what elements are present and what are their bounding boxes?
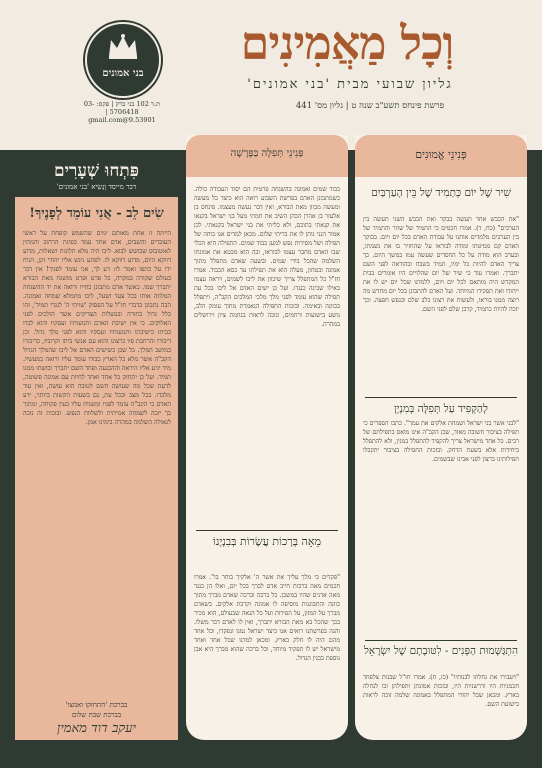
logo-name: בני אמונים [102,68,144,79]
left-signoff [25,700,168,720]
right-section-1-body: "את הכבש אחד תעשה בבקר ואת הכבש השני תעשה בין הערבים" (כח, ד). אמרו חכמים כי התמיד של שחר והתמיד של בין הערבים מלמדים אותנו על עבודת האדם בכל יום ויום. בבוקר האדם קם ממיטתו ומודה לבוראו על שהחזיר בו את נשמתו, ובערב הוא מודה על כל החסדים שעשה עמו במשך היום. כך צריך האדם להיות כל ימיו, תמיד בשבח ובהודאה לפני השם יתברך. ואמרו עוד כי שיר של יום שהלויים היו אומרים בבית המקדש היה מותאם לכל יום ויום, ללמדנו שכל יום יש לו את ייחודו ואת תפקידו המיוחד. ועל האדם להתבונן בכל יום מחדש מה רוצה ממנו בוראו, ולעשות את רצונו בלב שלם ובנפש חפצה. וכך יזכה להיות כתמיד, קרבן שלם לפני השם. [363,216,519,313]
left-article-body: הייתה זו אחת מאותם ימים שהשמש קופחת על ראשי העוברים והשבים, אדם אחד עמד בפינת הרחוב והמתין לאוטובוס שבושש לבוא. ליבו היה מלא תלונות ושאלות, מדוע דווקא היום, מדוע דווקא לו. לפתע ניגש אליו יהודי זקן, הניח ידו על כתפו ואמר לו: דע לך, אני עומד לפניך! אין דבר בעולם שקורה במקרה, כל פרט ופרט מושגח מאת הבורא יתברך שמו. כאשר אדם מתבונן בחייו ורואה את יד ההשגחה המלווה אותו בכל צעד ושעל, ליבו מתמלא שמחה ואמונה. הבה נתבונן בדברי חז"ל על הפסוק 'שויתי ה' לנגדי תמיד', זהו כלל גדול בתורה ובמעלות הצדיקים אשר הולכים לפני האלוקים. כי אין ישיבת האדם ותנועותיו ועסקיו והוא לבדו בביתו כישיבתו ותנועותיו ועסקיו והוא לפני מלך גדול. וכן דיבורו והרחבת פיו כרצונו והוא עם אנשי ביתו וקרוביו, כדיבורו במושב המלך. כל שכן כשישים האדם אל ליבו שהמלך הגדול הקב"ה אשר מלא כל הארץ כבודו עומד עליו ורואה במעשיו. מיד יגיע אליו היראה וההכנעה ופחד השם יתברך ובושתו ממנו תמיד. ועל כן יתחזק כל אחד ואחד לחיות עם אמונה פשוטה, לדעת שכל מה שעושה השם לטובה הוא עושה, ואין עוד מלבדו. בכל מצב ובכל עת, גם בשעות הקשות ביותר, ידע האדם כי הקב"ה עומד לפניו ומשגיח עליו בעין פקוחה, ומתוך כך יזכה לשמחה אמיתית ולשלוות הנפש. ובזכות זה נזכה לגאולה השלמה במהרה בימינו אמן. [23,230,171,426]
middle-column-title: פַּנִינֵי תְּפִלָּה בַּפָּרָשָׁה [230,148,304,159]
middle-column [186,135,348,740]
divider [365,397,517,398]
right-section-2-body: "לבני אשר בני ישראל ושמחת אלקים את עמך". כתבו הספרים כי תפילה בציבור חשובה מאוד, שכן הקב"ה אינו מואס בתפילתם של רבים. כל אחד מישראל צריך להקפיד להתפלל במנין, ולא להתפלל ביחידות אלא בשעת הדחק. ובזכות התפילה בציבור יתקבלו תפילותינו ברצון לפני אבינו שבשמים. [363,420,519,463]
left-column-header [15,155,178,197]
signoff-line-2: בברכת שבת שלום [71,711,122,719]
middle-column-header [186,135,348,177]
logo [85,22,161,98]
right-section-1-title: שִׁיר שֶׁל יוֹם כְּתַמִיד שֶׁל בֵּין הָעַרְבַּיִם [371,187,511,199]
masthead-title: וְכָל מַאֲמִינִים [240,16,454,70]
issue-line: פרשת פינחס תשע"ב שנה ט | גליון מס' 441 [295,101,445,111]
crown-icon [107,32,139,60]
left-column [15,155,178,740]
right-column-title: פְּנִינֵי אֱמוּנִים [415,148,467,161]
signoff-line-1: בברכת 'התחזקו ואמצו' [65,701,128,709]
signature: יעקב דוד מאמין [57,721,136,736]
middle-article-body: כבוד שמים ואמונה בהשגחה פרטית הם יסוד העבודה כולה. כשמתבונן האדם בפרשת השבוע רואה הוא כיצד כל מעשה ומעשה מכוון מאת הבורא, ואין דבר נעשה מעצמו. פינחס בן אלעזר בן אהרן הכהן השיב את חמתי מעל בני ישראל בקנאו את קנאתי בתוכם, ולא כליתי את בני ישראל בקנאתי. לכן אמור הנני נותן לו את בריתי שלום. מכאן למדים אנו כוחה של תפילה ושל מסירות נפש למען כבוד שמים. התפילה היא הכלי שבו האדם מחבר עצמו לבוראו, ובה הוא מבטא את אמונתו השלמה שהכל בידי שמים. ובשעה שאדם מתפלל מתוך אמונה ובטחון, מעלה הוא את תפילתו עד כסא הכבוד. אמרו חז"ל כל המתפלל צריך שיכוון את ליבו לשמים, ויראה עצמו כאילו שכינה כנגדו. ועל כן ישים האדם אל ליבו בכל עת תפילה שהוא עומד לפני מלך מלכי המלכים הקב"ה, ויתפלל בכוונה ובאימה. ובזכות התפילה הנאמרת מתוך עומק הלב, נושע בישועות ורחמים, ונזכה לראות בנחמת ציון וירושלים במהרה. [194,186,340,328]
middle-box-body: "פקדים כי מלך עליך את אשר ה' אלקיך בוחר בו". אמרו חכמים מאה ברכות חייב אדם לברך בכל יום, ואלו הן כנגד מאה אדנים שהיו במשכן. כל ברכה וברכה שאדם מברך מתוך כוונה והתבוננות מוסיפה לו אמונה וקרבת אלקים. כשאדם מברך על המזון, על הפירות ועל כל הנאה שבעולם, הוא מכיר בכך שהכל בא מאת הבורא יתברך, ואין לו לאדם דבר משלו. והנה בפרשתנו רואים אנו כיצד ישראל נמנו ונפקדו, וכל אחד מהם היה לו חלק בארץ. ומכאן למדנו שכל אחד ואחד מישראל יש לו תפקיד מיוחד, וכל ברכה שהוא מברך היא אבן נוספת בבנין הגדול. [194,574,340,662]
divider [365,640,517,641]
right-column-header [355,135,527,177]
logo-contact-info: ת.ד 102 בני ברק | פקס: 03-5706418 | 9.53901@gmail.com [83,100,161,124]
right-section-3-title: הִתְגַּשְּׁמוּת הַפְּנִים - לִטּוּבָתָם שֶׁל יִשְׂרָאֵל [363,645,518,657]
left-article-title: שִׂים לֵב - אֲנִי עוֹמֵד לְפָנֶיךָ! [29,206,164,221]
left-column-subtitle: דבר מייסד וָנְשִׂיא 'בני אמונים' [56,183,137,191]
right-section-2-title: לְהַקְפִּיד עַל תְּפִלָּה בְּמִנְיָן [394,403,488,415]
right-column [355,135,527,740]
left-column-title: פִּתְחוּ שְׁעָרִים [53,161,140,181]
masthead-subtitle: גליון שבועי מבית 'בני אמונים' [247,77,453,92]
middle-box-title: מֵאָה בְּרָכוֹת עֲשָׂרוֹת בְּבִנְיָנוֹ [196,530,338,548]
right-section-3-body: "ויעבירו את נחלתו לבנותיו" (כז, ח). אמרו חז"ל שבנות צלפחד חכמניות היו ודרשניות היו, ובזכות אמונתן ותפילתן זכו לנחלה בארץ. ומכאן שכל יהודי המתפלל באמונה שלמה זוכה לראות בישועת השם. [363,674,519,708]
